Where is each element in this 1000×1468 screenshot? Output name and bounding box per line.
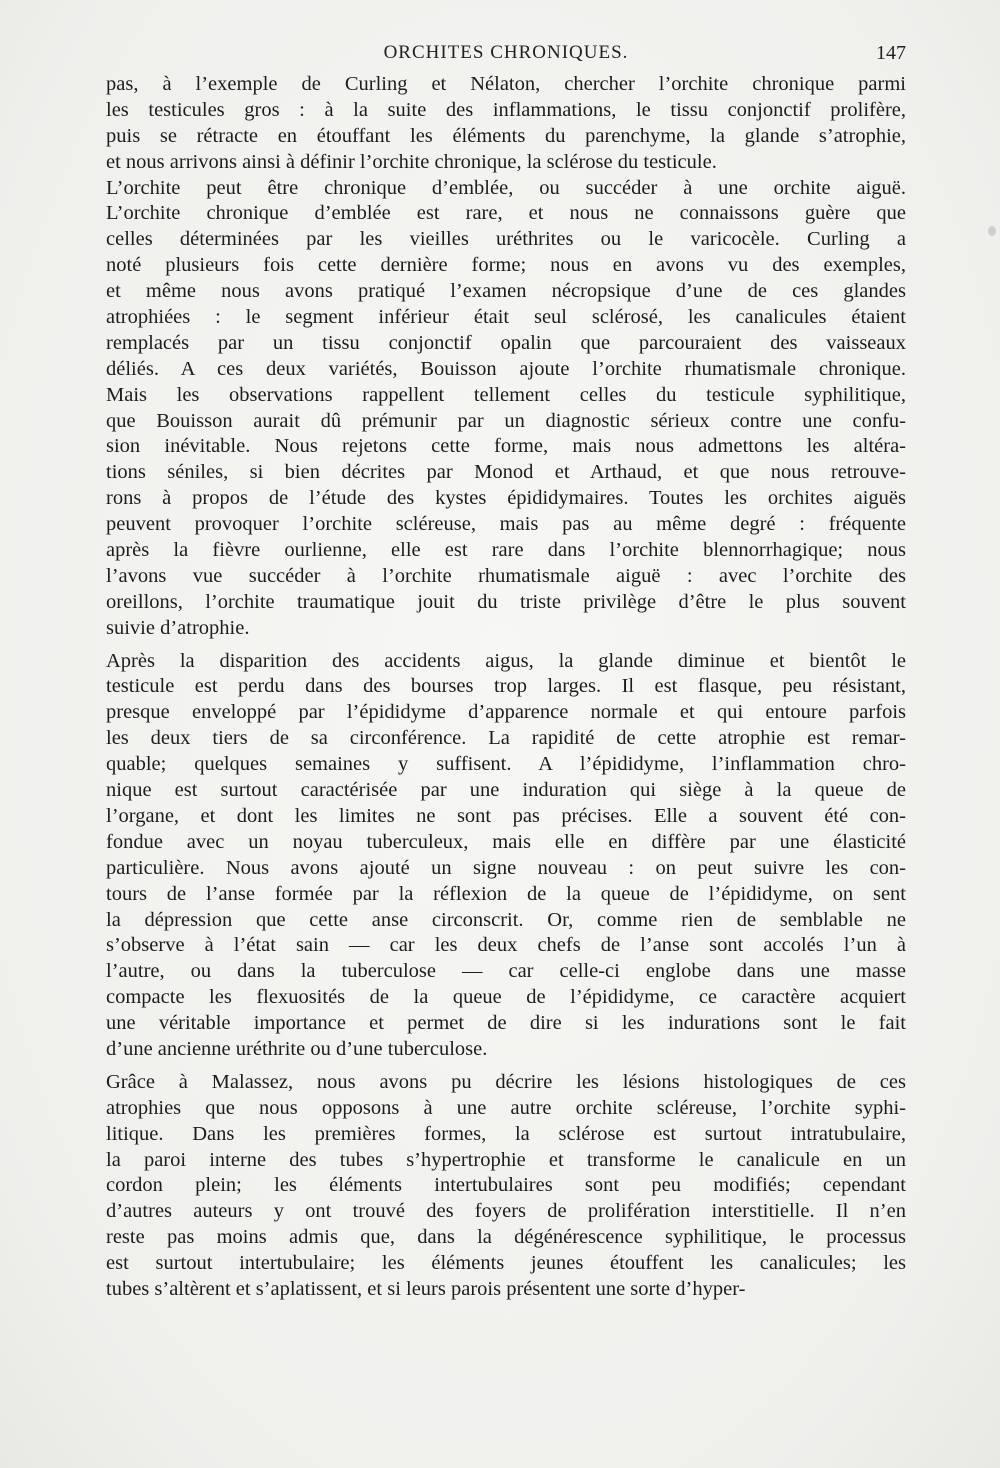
text-line: cordon plein; les éléments intertubulaires sont peu modifiés; cependant [106,1174,906,1197]
text-line: L’orchite chronique d’emblée est rare, et nous ne connaissons guère que [106,202,906,225]
body-text [106,72,906,1303]
text-line: l’organe, et dont les limites ne sont pas précises. Elle a souvent été con- [106,804,906,827]
paragraph [106,649,906,1063]
text-line: presque enveloppé par l’épididyme d’apparence normale et qui entoure parfois [106,701,906,724]
running-title: ORCHITES CHRONIQUES. [383,42,629,63]
text-line: L’orchite peut être chronique d’emblée, ou succéder à une orchite aiguë. [106,176,906,199]
text-line: et même nous avons pratiqué l’examen nécropsique d’une de ces glandes [106,280,906,303]
paragraph [106,176,906,642]
text-line: reste pas moins admis que, dans la dégénérescence syphilitique, le processus [106,1226,906,1249]
text-line: nique est surtout caractérisée par une induration qui siège à la queue de [106,779,906,802]
text-line: d’autres auteurs y ont trouvé des foyers de prolifération interstitielle. Il n’en [106,1200,906,1223]
text-line: fondue avec un noyau tuberculeux, mais elle en diffère par une élasticité [106,830,906,853]
paragraph [106,72,906,176]
paragraph-gap [106,1063,906,1070]
text-line: déliés. A ces deux variétés, Bouisson ajoute l’orchite rhumatismale chronique. [106,357,906,380]
text-line: particulière. Nous avons ajouté un signe nouveau : on peut suivre les con- [106,856,906,879]
text-line: s’observe à l’état sain — car les deux chefs de l’anse sont accolés l’un à [106,934,906,957]
text-line: d’une ancienne uréthrite ou d’une tuberculose. [106,1037,488,1060]
text-line: testicule est perdu dans des bourses trop larges. Il est flasque, peu résistant, [106,675,906,698]
text-line: l’avons vue succéder à l’orchite rhumatismale aiguë : avec l’orchite des [106,564,906,587]
text-line: sion inévitable. Nous rejetons cette forme, mais nous admettons les altéra- [106,435,906,458]
paper-stain [988,226,996,236]
text-line: que Bouisson aurait dû prémunir par un diagnostic sérieux contre une confu- [106,409,906,432]
text-line: peuvent provoquer l’orchite scléreuse, mais pas au même degré : fréquente [106,513,906,536]
text-line: noté plusieurs fois cette dernière forme; nous en avons vu des exemples, [106,254,906,277]
page-number: 147 [876,42,906,64]
text-line: suivie d’atrophie. [106,616,250,639]
text-line: oreillons, l’orchite traumatique jouit du triste privilège d’être le plus souvent [106,590,906,613]
text-line: atrophies que nous opposons à une autre orchite scléreuse, l’orchite syphi- [106,1096,906,1119]
text-line: remplacés par un tissu conjonctif opalin que parcouraient des vaisseaux [106,331,906,354]
text-line: atrophiées : le segment inférieur était seul sclérosé, les canalicules étaient [106,306,906,329]
text-line: Après la disparition des accidents aigus, la glande diminue et bientôt le [106,649,906,672]
text-line: les testicules gros : à la suite des inflammations, le tissu conjonctif prolifère, [106,98,906,121]
text-line: litique. Dans les premières formes, la sclérose est surtout intratubulaire, [106,1122,906,1145]
text-line: tions séniles, si bien décrites par Monod et Arthaud, et que nous retrouve- [106,461,906,484]
text-line: est surtout intertubulaire; les éléments jeunes étouffent les canalicules; les [106,1252,906,1275]
text-line: compacte les flexuosités de la queue de l’épididyme, ce caractère acquiert [106,986,906,1009]
paragraph [106,1070,906,1303]
paragraph-gap [106,642,906,649]
text-line: puis se rétracte en étouffant les éléments du parenchyme, la glande s’atrophie, [106,124,906,147]
text-line: la paroi interne des tubes s’hypertrophie et transforme le canalicule en un [106,1148,906,1171]
running-head [106,36,906,70]
text-line: celles déterminées par les vieilles uréthrites ou le varicocèle. Curling a [106,228,906,251]
text-line: après la fièvre ourlienne, elle est rare dans l’orchite blennorrhagique; nous [106,539,906,562]
text-line: une véritable importance et permet de dire si les indurations sont le fait [106,1012,906,1035]
text-line: pas, à l’exemple de Curling et Nélaton, chercher l’orchite chronique parmi [106,73,906,95]
text-line: l’autre, ou dans la tuberculose — car celle-ci englobe dans une masse [106,960,906,983]
text-line: rons à propos de l’étude des kystes épididymaires. Toutes les orchites aiguës [106,487,906,510]
text-line: quable; quelques semaines y suffisent. A l’épididyme, l’inflammation chro- [106,753,906,776]
text-line: tours de l’anse formée par la réflexion de la queue de l’épididyme, on sent [106,882,906,905]
text-line: Grâce à Malassez, nous avons pu décrire les lésions histologiques de ces [106,1070,906,1093]
text-line: et nous arrivons ainsi à définir l’orchite chronique, la sclérose du testicule. [106,150,717,173]
text-line: Mais les observations rappellent tellement celles du testicule syphilitique, [106,383,906,406]
text-line: la dépression que cette anse circonscrit. Or, comme rien de semblable ne [106,908,906,931]
text-line: les deux tiers de sa circonférence. La rapidité de cette atrophie est remar- [106,727,906,750]
text-line: tubes s’altèrent et s’aplatissent, et si leurs parois présentent une sorte d’hyper- [106,1277,746,1300]
